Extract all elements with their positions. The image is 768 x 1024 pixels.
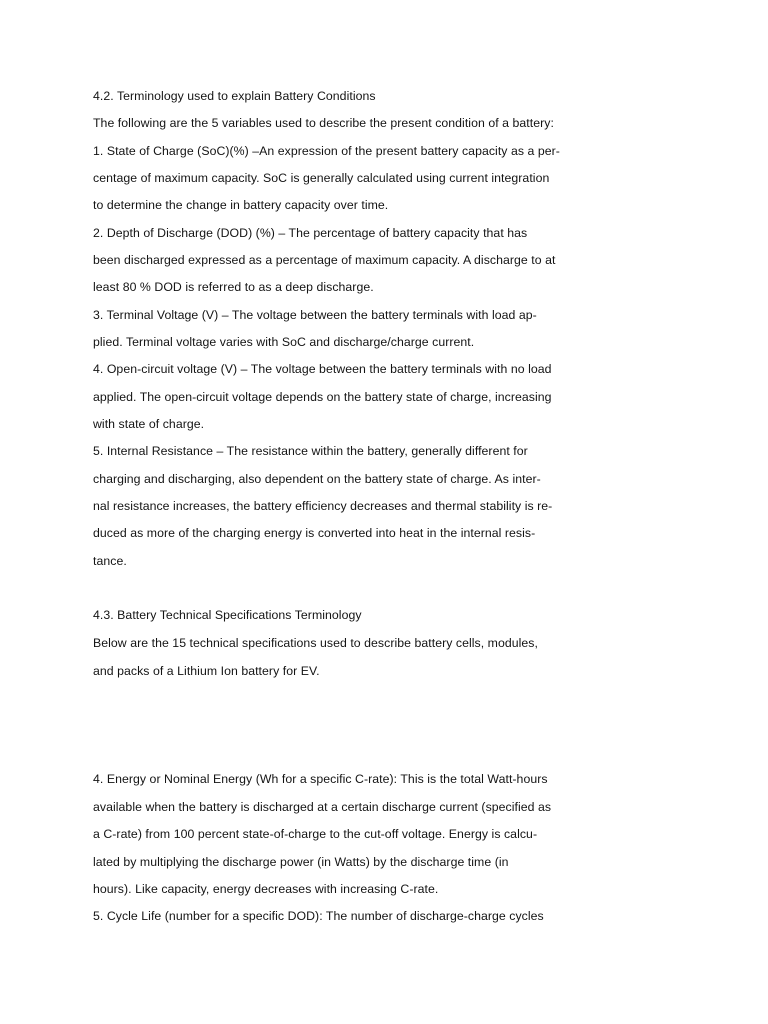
paragraph-line: 5. Cycle Life (number for a specific DOD): The number of discharge-charge cycles — [93, 909, 544, 923]
paragraph-line: centage of maximum capacity. SoC is generally calculated using current integration — [93, 171, 550, 185]
paragraph-line: applied. The open-circuit voltage depends on the battery state of charge, increasing — [93, 390, 552, 404]
paragraph-line: duced as more of the charging energy is converted into heat in the internal resis- — [93, 526, 536, 540]
paragraph-line: 2. Depth of Discharge (DOD) (%) – The percentage of battery capacity that has — [93, 226, 528, 240]
paragraph-line: 4. Open-circuit voltage (V) – The voltage between the battery terminals with no load — [93, 362, 552, 376]
paragraph-line: 5. Internal Resistance – The resistance within the battery, generally different for — [93, 444, 528, 458]
paragraph-line: to determine the change in battery capacity over time. — [93, 198, 389, 212]
paragraph-line: least 80 % DOD is referred to as a deep discharge. — [93, 280, 374, 294]
paragraph-line: tance. — [93, 554, 127, 568]
paragraph-line: available when the battery is discharged at a certain discharge current (specified as — [93, 800, 552, 814]
paragraph-line: 3. Terminal Voltage (V) – The voltage between the battery terminals with load ap- — [93, 308, 537, 322]
paragraph-line: a C-rate) from 100 percent state-of-charge to the cut-off voltage. Energy is calcu- — [93, 827, 538, 841]
paragraph-line: 4. Energy or Nominal Energy (Wh for a specific C-rate): This is the total Watt-hours — [93, 772, 548, 786]
paragraph-line: The following are the 5 variables used to describe the present condition of a battery: — [93, 116, 554, 130]
paragraph-line: hours). Like capacity, energy decreases with increasing C-rate. — [93, 882, 439, 896]
paragraph-line: 1. State of Charge (SoC)(%) –An expression of the present battery capacity as a per- — [93, 144, 560, 158]
paragraph-line: charging and discharging, also dependent on the battery state of charge. As inter- — [93, 472, 541, 486]
paragraph-line: lated by multiplying the discharge power (in Watts) by the discharge time (in — [93, 855, 509, 869]
paragraph-line: with state of charge. — [93, 417, 205, 431]
paragraph-line: plied. Terminal voltage varies with SoC and discharge/charge current. — [93, 335, 475, 349]
paragraph-line: nal resistance increases, the battery efficiency decreases and thermal stability is re- — [93, 499, 553, 513]
paragraph-line: been discharged expressed as a percentage of maximum capacity. A discharge to at — [93, 253, 556, 267]
section-heading: 4.2. Terminology used to explain Battery Conditions — [93, 89, 376, 103]
paragraph-line: and packs of a Lithium Ion battery for EV. — [93, 664, 320, 678]
paragraph-line: Below are the 15 technical specifications used to describe battery cells, modules, — [93, 636, 538, 650]
section-heading: 4.3. Battery Technical Specifications Terminology — [93, 608, 362, 622]
